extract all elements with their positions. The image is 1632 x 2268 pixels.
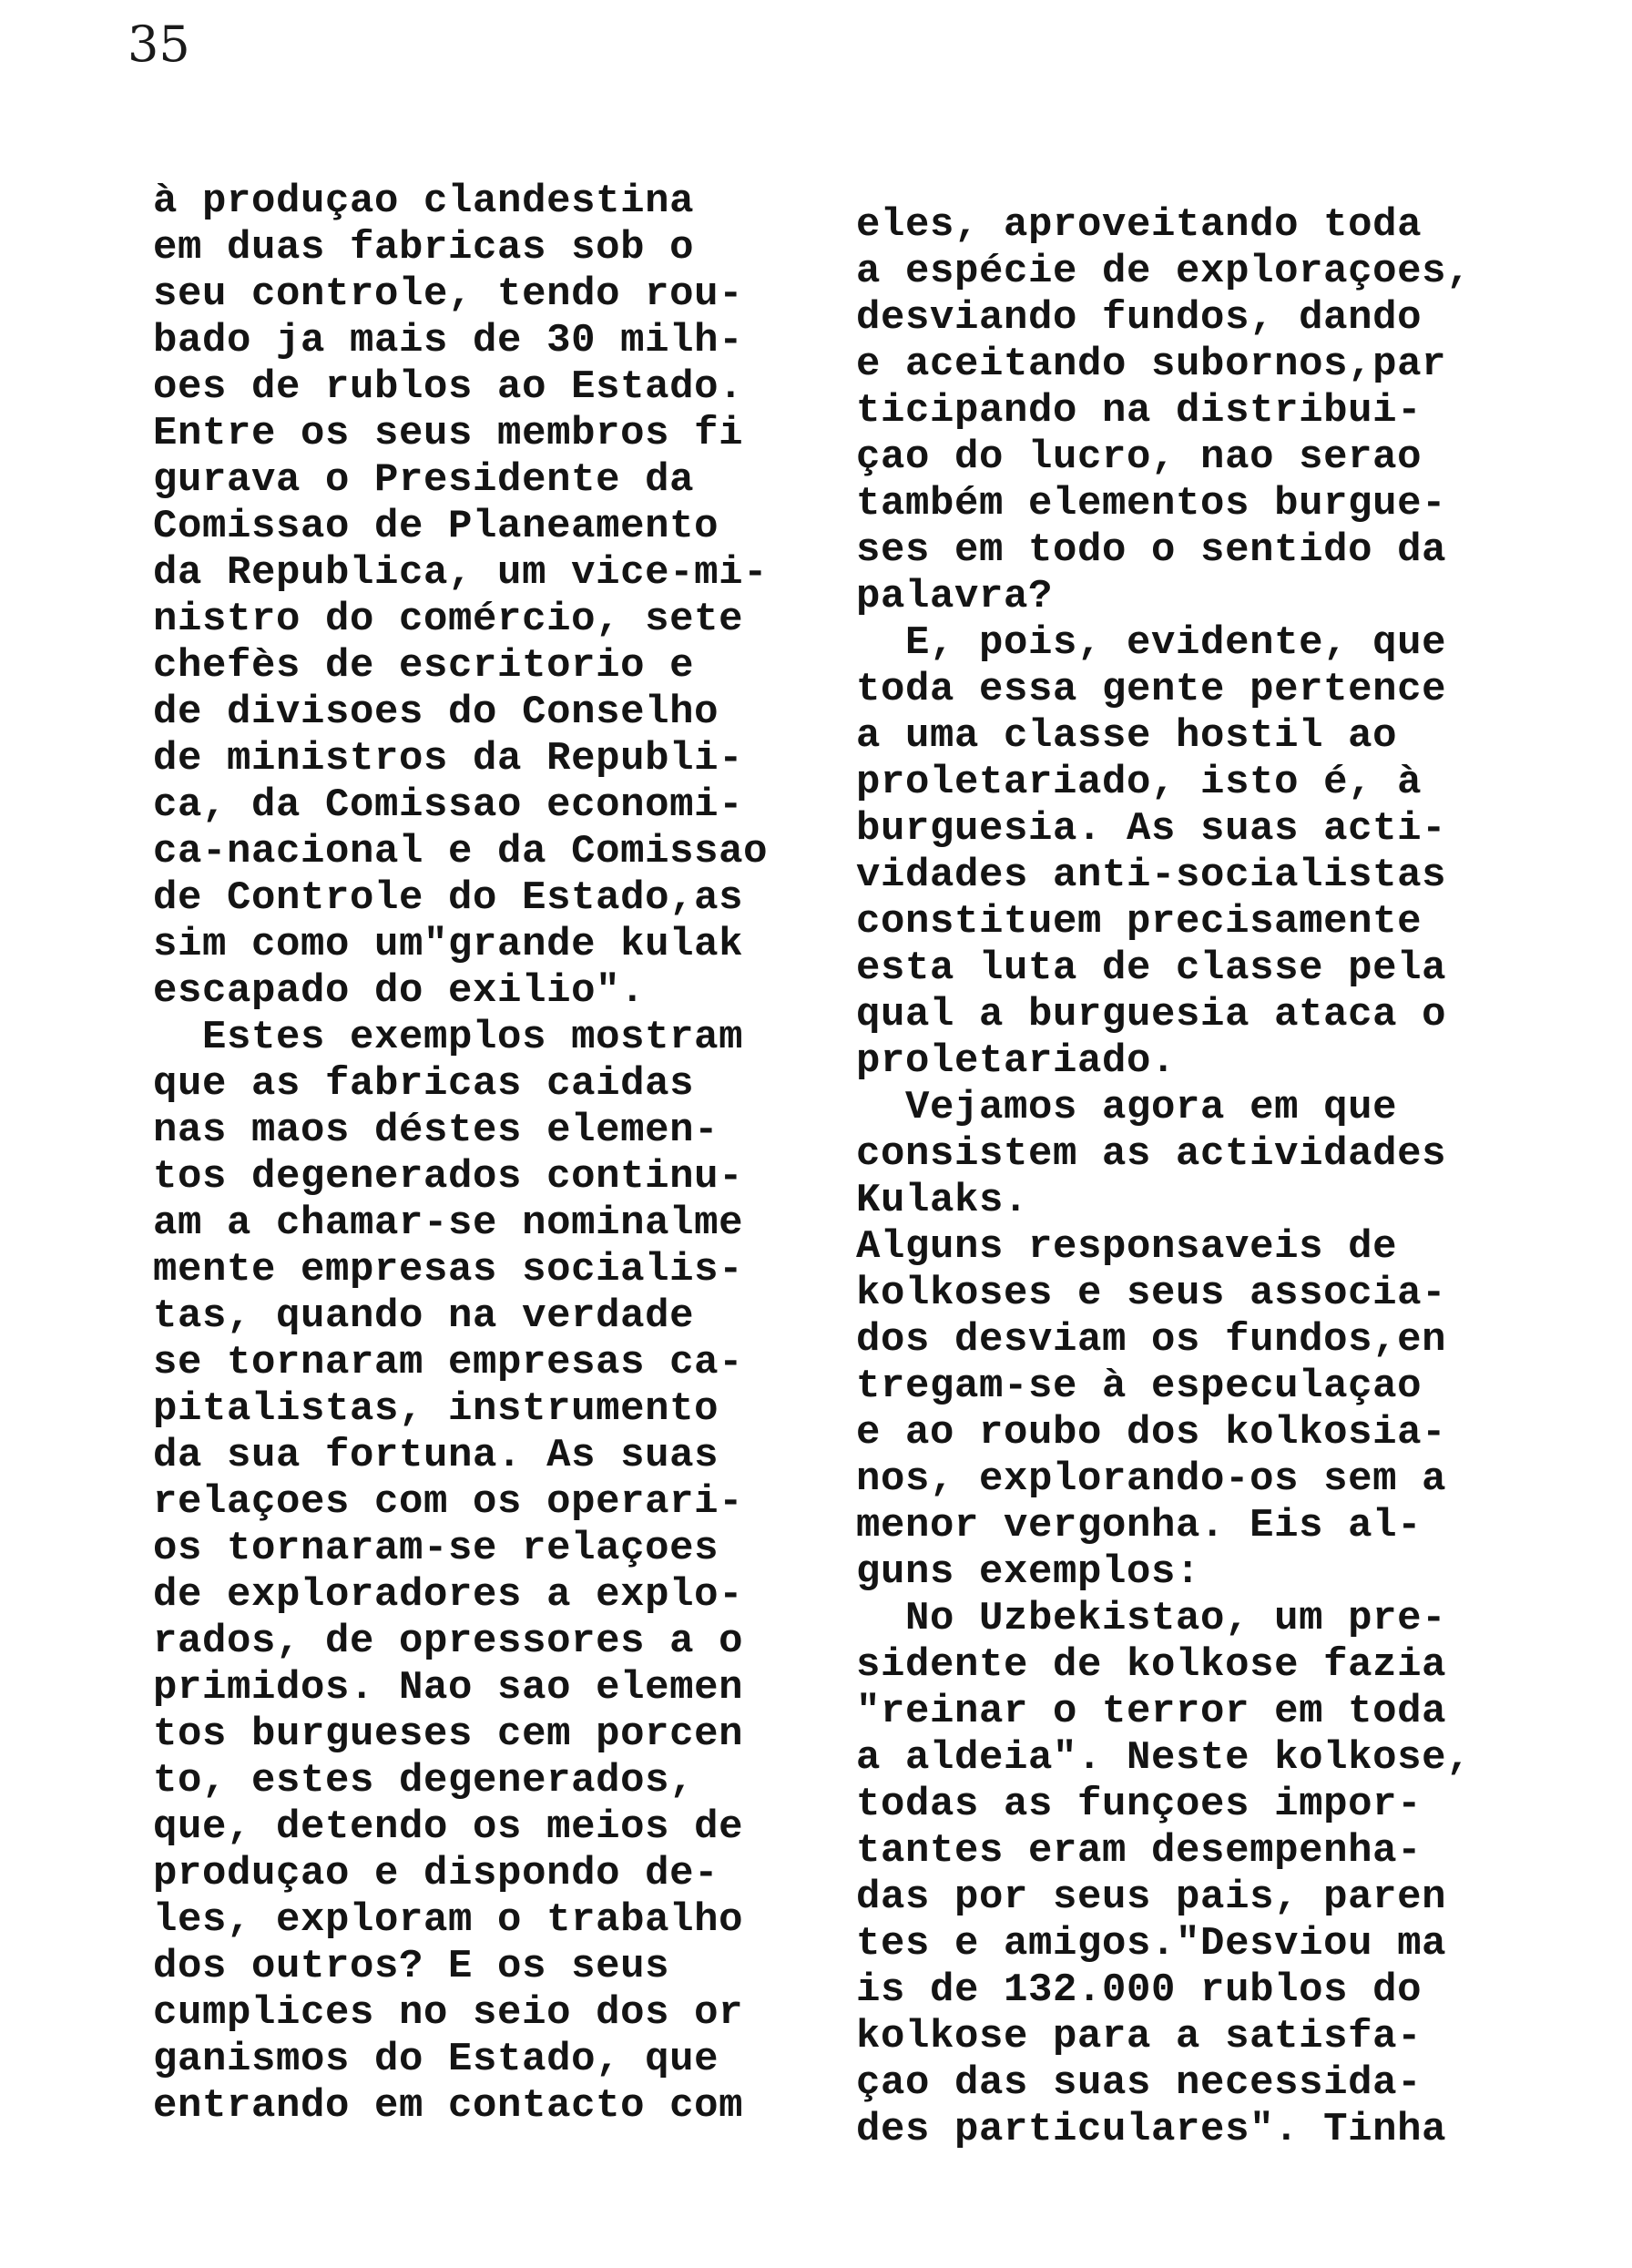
text-line: a espécie de exploraçoes, [856,249,1472,294]
text-line: Kulaks. [856,1178,1029,1223]
text-line: Alguns responsaveis de [856,1224,1398,1270]
text-line: escapado do exilio". [153,968,646,1014]
text-line: consistem as actividades [856,1131,1447,1177]
text-line: à produçao clandestina [153,179,695,224]
text-line: os tornaram-se relaçoes [153,1526,719,1571]
text-line: to, estes degenerados, [153,1758,695,1803]
text-line: se tornaram empresas ca- [153,1340,744,1385]
text-line: produçao e dispondo de- [153,1851,719,1896]
text-line: ca, da Comissao economi- [153,782,744,828]
text-line: tes e amigos."Desviou ma [856,1921,1447,1967]
text-line: tregam-se à especulaçao [856,1364,1423,1409]
text-line: des particulares". Tinha [856,2107,1447,2152]
text-line: Comissao de Planeamento [153,504,719,549]
text-line: ganismos do Estado, que [153,2037,719,2082]
text-line: que as fabricas caidas [153,1061,695,1107]
text-line: Vejamos agora em que [856,1085,1398,1130]
text-line: desviando fundos, dando [856,295,1423,341]
text-line: também elementos burgue- [856,481,1447,526]
text-line: dos desviam os fundos,en [856,1317,1447,1363]
text-line: constituem precisamente [856,899,1423,945]
page-number: 35 [128,15,190,73]
text-line: tantes eram desempenha- [856,1828,1423,1874]
text-line: nas maos déstes elemen- [153,1108,719,1153]
text-line: am a chamar-se nominalme [153,1200,744,1246]
text-line: is de 132.000 rublos do [856,1967,1423,2013]
text-line: sim como um"grande kulak [153,922,744,967]
text-line: chefès de escritorio e [153,643,695,689]
text-line: que, detendo os meios de [153,1804,744,1850]
text-line: vidades anti-socialistas [856,853,1447,898]
text-line: todas as funçoes impor- [856,1782,1423,1827]
text-line: gurava o Presidente da [153,457,695,503]
text-line: cumplices no seio dos or [153,1990,744,2036]
text-line: nistro do comércio, sete [153,597,744,642]
text-line: ticipando na distribui- [856,388,1423,434]
right-text-column [856,202,1548,2153]
text-line: relaçoes com os operari- [153,1479,744,1525]
text-line: dos outros? E os seus [153,1944,670,1989]
text-line: tos degenerados continu- [153,1154,744,1200]
text-line: das por seus pais, paren [856,1875,1447,1920]
text-line: kolkoses e seus associa- [856,1271,1447,1316]
text-line: No Uzbekistao, um pre- [856,1596,1447,1641]
text-line: sidente de kolkose fazia [856,1642,1447,1688]
text-line: menor vergonha. Eis al- [856,1503,1423,1548]
text-line: da Republica, um vice-mi- [153,550,769,596]
text-line: em duas fabricas sob o [153,225,695,271]
text-line: de ministros da Republi- [153,736,744,782]
text-line: bado ja mais de 30 milh- [153,318,744,363]
text-line: nos, explorando-os sem a [856,1456,1447,1502]
text-line: proletariado. [856,1038,1177,1084]
text-line: E, pois, evidente, que [856,620,1447,666]
text-line: tas, quando na verdade [153,1293,695,1339]
left-text-column [153,179,827,2130]
text-line: kolkose para a satisfa- [856,2014,1423,2059]
text-line: de Controle do Estado,as [153,875,744,921]
text-line: "reinar o terror em toda [856,1689,1447,1734]
text-line: ca-nacional e da Comissao [153,829,769,874]
text-line: primidos. Nao sao elemen [153,1665,744,1711]
text-line: guns exemplos: [856,1549,1201,1595]
text-line: da sua fortuna. As suas [153,1433,719,1478]
text-line: entrando em contacto com [153,2083,744,2129]
text-line: oes de rublos ao Estado. [153,364,744,410]
text-line: de divisoes do Conselho [153,690,719,735]
text-line: pitalistas, instrumento [153,1386,719,1432]
text-line: eles, aproveitando toda [856,202,1423,248]
text-line: seu controle, tendo rou- [153,271,744,317]
text-line: de exploradores a explo- [153,1572,744,1618]
text-line: toda essa gente pertence [856,667,1447,712]
text-line: esta luta de classe pela [856,945,1447,991]
text-line: Estes exemplos mostram [153,1015,744,1060]
text-line: qual a burguesia ataca o [856,992,1447,1037]
text-line: ses em todo o sentido da [856,527,1447,573]
text-line: çao das suas necessida- [856,2060,1423,2106]
text-line: les, exploram o trabalho [153,1897,744,1943]
text-line: Entre os seus membros fi [153,411,744,456]
text-line: burguesia. As suas acti- [856,806,1447,852]
text-line: proletariado, isto é, à [856,760,1423,805]
text-line: tos burgueses cem porcen [153,1711,744,1757]
text-line: palavra? [856,574,1054,619]
text-line: rados, de opressores a o [153,1619,744,1664]
text-line: e ao roubo dos kolkosia- [856,1410,1447,1456]
text-line: a uma classe hostil ao [856,713,1398,759]
text-line: e aceitando subornos,par [856,342,1447,387]
text-line: mente empresas socialis- [153,1247,744,1292]
text-line: çao do lucro, nao serao [856,434,1423,480]
text-line: a aldeia". Neste kolkose, [856,1735,1472,1781]
